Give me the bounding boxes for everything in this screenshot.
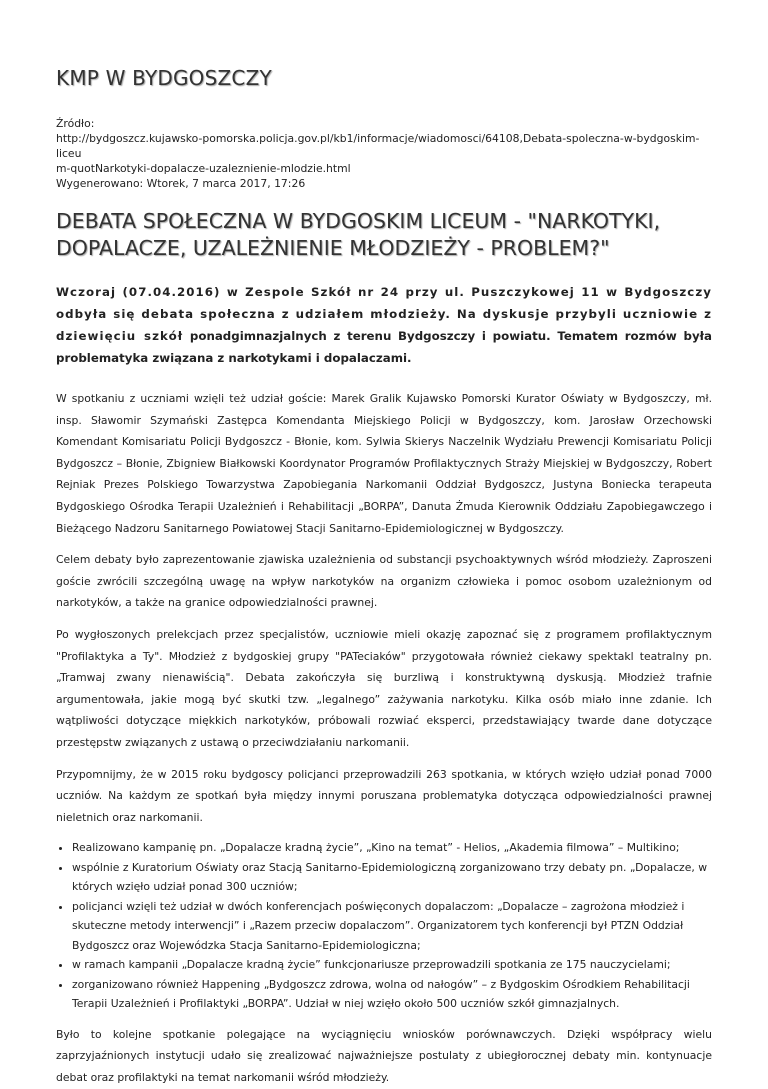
lead-part-2: ponadgimnazjalnych z terenu Bydgoszczy i powiatu. Tematem rozmów była problematyka związana z narkotykami i dopalaczami.: [56, 329, 713, 365]
paragraph-program: Po wygłoszonych prelekcjach przez specjalistów, uczniowie mieli okazję zapoznać się z programem profilaktycznym "Profilaktyka a Ty". Młodzież z bydgoskiej grupy "PATeciaków" przygotowała również ciekawy spektakl teatralny pn. „Tramwaj zwany nienawiścią". Debata zakończyła się burzliwą i konstruktywną dyskusją. Młodzież trafnie argumentowała, jakie mogą być skutki tzw. „legalnego” zażywania narkotyku. Kilka osób miało inne zdanie. Ich wątpliwości dotyczące miękkich narkotyków, próbowali rozwiać eksperci, przedstawiający twarde dane dotyczące przestępstw związanych z ustawą o przeciwdziałaniu narkomanii.: [56, 627, 712, 749]
lead-part-1: Wczoraj (07.04.2016) w Zespole Szkół nr 24 przy ul. Puszczykowej 11 w Bydgoszczy odbyła się debata społeczna z udziałem młodzieży. Na dyskusje przybyli uczniowie z dziewięciu szkół: [56, 285, 712, 343]
paragraph-closing: Było to kolejne spotkanie polegające na wyciągnięciu wniosków porównawczych. Dzięki współpracy wielu zaprzyjaźnionych instytucji udało się zrealizować najważniejsze postulaty z ubiegłorocznej debaty min. kontynuacje debat oraz profilaktyki na temat narkomanii wśród młodzieży.: [56, 1027, 712, 1084]
source-label: Źródło:: [56, 117, 95, 130]
source-url-line-1: http://bydgoszcz.kujawsko-pomorska.policja.gov.pl/kb1/informacje/wiadomosci/64108,Debata-spoleczna-w-bydgoskim-liceu: [56, 132, 700, 160]
article-lead: [56, 281, 712, 369]
list-item: • policjanci wzięli też udział w dwóch konferencjach poświęconych dopalaczom: „Dopalacze – zagrożona młodzież i skuteczne metody interwencji” i „Razem przeciw dopalaczom”. Organizatorem tych konferencji był PTZN Oddział Bydgoszcz oraz Wojewódzka Stacja Sanitarno-Epidemiologiczna;: [72, 897, 712, 956]
list-item: • Realizowano kampanię pn. „Dopalacze kradną życie”, „Kino na temat” - Helios, „Akademia filmowa” – Multikino;: [72, 838, 712, 858]
list-item: • wspólnie z Kuratorium Oświaty oraz Stacją Sanitarno-Epidemiologiczną zorganizowano trzy debaty pn. „Dopalacze, w których wzięło udział ponad 300 uczniów;: [72, 858, 712, 897]
article-title: DEBATA SPOŁECZNA W BYDGOSKIM LICEUM - "NARKOTYKI, DOPALACZE, UZALEŻNIENIE MŁODZIEŻY - PROBLEM?": [56, 209, 661, 260]
source-url-line-2: m-quotNarkotyki-dopalacze-uzaleznienie-mlodzie.html: [56, 162, 351, 175]
generated-date: Wygenerowano: Wtorek, 7 marca 2017, 17:26: [56, 177, 306, 190]
paragraph-summary-2015: Przypomnijmy, że w 2015 roku bydgoscy policjanci przeprowadzili 263 spotkania, w których wzięło udział ponad 7000 uczniów. Na każdym ze spotkań była między innymi poruszana problematyka dotycząca odpowiedzialności prawnej nieletnich oraz narkomanii.: [56, 767, 712, 824]
activities-list: [56, 838, 712, 1014]
source-meta: [56, 116, 712, 191]
list-item: • w ramach kampanii „Dopalacze kradną życie” funkcjonariusze przeprowadzili spotkania ze 175 nauczycielami;: [72, 955, 712, 975]
site-title: KMP W BYDGOSZCZY: [56, 66, 272, 90]
paragraph-guests: W spotkaniu z uczniami wzięli też udział goście: Marek Gralik Kujawsko Pomorski Kurator Oświaty w Bydgoszczy, mł. insp. Sławomir Szymański Zastępca Komendanta Miejskiego Policji w Bydgoszczy, kom. Jarosław Orzechowski Komendant Komisariatu Policji Bydgoszcz - Błonie, kom. Sylwia Skierys Naczelnik Wydziału Prewencji Komisariatu Policji Bydgoszcz – Błonie, Zbigniew Białkowski Koordynator Programów Profilaktycznych Straży Miejskiej w Bydgoszczy, Robert Rejniak Prezes Polskiego Towarzystwa Zapobiegania Narkomanii Oddział Bydgoszcz, Justyna Boniecka terapeuta Bydgoskiego Ośrodka Terapii Uzależnień i Rehabilitacji „BORPA”, Danuta Żmuda Kierownik Oddziału Zapobiegawczego i Bieżącego Nadzoru Sanitarnego Powiatowej Stacji Sanitarno-Epidemiologicznej w Bydgoszczy.: [56, 392, 712, 535]
paragraph-goal: Celem debaty było zaprezentowanie zjawiska uzależnienia od substancji psychoaktywnych wśród młodzieży. Zaproszeni goście zwrócili szczególną uwagę na wpływ narkotyków na organizm człowieka i pomoc osobom uzależnionym od narkotyków, a także na granice odpowiedzialności prawnej.: [56, 553, 712, 610]
list-item: • zorganizowano również Happening „Bydgoszcz zdrowa, wolna od nałogów” – z Bydgoskim Ośrodkiem Rehabilitacji Terapii Uzależnień i Profilaktyki „BORPA”. Udział w niej wzięło około 500 uczniów szkół gimnazjalnych.: [72, 975, 712, 1014]
